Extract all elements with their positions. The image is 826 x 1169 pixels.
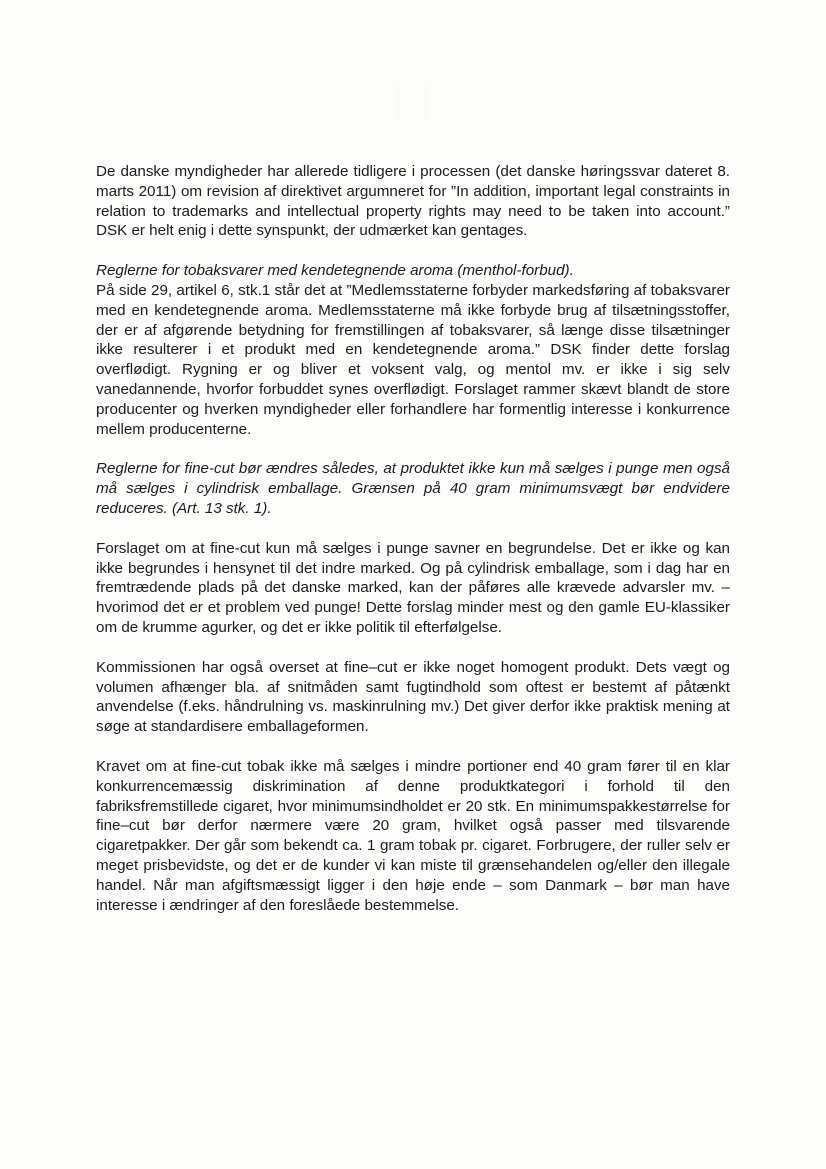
paragraph-punge: Forslaget om at fine-cut kun må sælges i punge savner en begrundelse. Det er ikke og kan ikke begrundes i hensynet til det indre marked. Og på cylindrisk emballage, som i dag har en fremtrædende plads på det danske marked, kan der påføres alle krævede advarsler mv. – hvorimod det er et problem ved punge! Dette forslag minder mest og den gamle EU-klassiker om de krumme agurker, og det er ikke politik til efterfølgelse. bbox=[96, 539, 730, 636]
paragraph-homogent-produkt: Kommissionen har også overset at fine–cut er ikke noget homogent produkt. Dets vægt og volumen afhænger bla. af snitmåden samt fugtindhold som oftest er bestemt af påtænkt anvendelse (f.eks. håndrulning vs. maskinrulning mv.) Det giver derfor ikke praktisk mening at søge at standardisere emballageformen. bbox=[96, 658, 730, 736]
paragraph-artikel-6: På side 29, artikel 6, stk.1 står det at ”Medlemsstaterne forbyder markedsføring af tobaksvarer med en kendetegnende aroma. Medlemsstaterne må ikke forbyde brug af tilsætningsstoffer, der er af afgørende betydning for fremstillingen af tobaksvarer, så længe disse tilsætninger ikke resulterer i et produkt med en kendetegnende aroma.” DSK finder dette forslag overflødigt. Rygning er og bliver et voksent valg, og mentol mv. er ikke i sig selv vanedannende, hvorfor forbuddet synes overflødigt. Forslaget rammer skævt blandt de store producenter og hverken myndigheder eller forhandlere har formentlig interesse i konkurrence mellem producenterne. bbox=[96, 281, 730, 438]
paragraph-minimumsvaegt: Kravet om at fine-cut tobak ikke må sælges i mindre portioner end 40 gram fører til en klar konkurrencemæssig diskrimination af denne produktkategori i forhold til den fabriksfremstillede cigaret, hvor minimumsindholdet er 20 stk. En minimumspakkestørrelse for fine–cut bør derfor nærmere være 20 gram, hvilket også passer med tilsvarende cigaretpakker. Der går som bekendt ca. 1 gram tobak pr. cigaret. Forbrugere, der ruller selv er meget prisbevidste, og det er de kunder vi kan miste til grænsehandelen og/eller den illegale handel. Når man afgiftsmæssigt ligger i den høje ende – som Danmark – bør man have interesse i ændringer af den foreslåede bestemmelse. bbox=[96, 757, 730, 914]
document-body bbox=[96, 162, 730, 915]
heading-fine-cut-emballage: Reglerne for fine-cut bør ændres således, at produktet ikke kun må sælges i punge men også må sælges i cylindrisk emballage. Grænsen på 40 gram minimumsvægt bør endvidere reduceres. (Art. 13 stk. 1). bbox=[96, 460, 730, 517]
heading-menthol-forbud: Reglerne for tobaksvarer med kendetegnende aroma (menthol-forbud). bbox=[96, 262, 574, 280]
faint-margin-mark bbox=[398, 84, 426, 118]
paragraph-hoeringssvar: De danske myndigheder har allerede tidligere i processen (det danske høringssvar dateret 8. marts 2011) om revision af direktivet argumneret for ”In addition, important legal constraints in relation to trademarks and intellectual property rights may need to be taken into account.” DSK er helt enig i dette synspunkt, der udmærket kan gentages. bbox=[96, 163, 730, 240]
